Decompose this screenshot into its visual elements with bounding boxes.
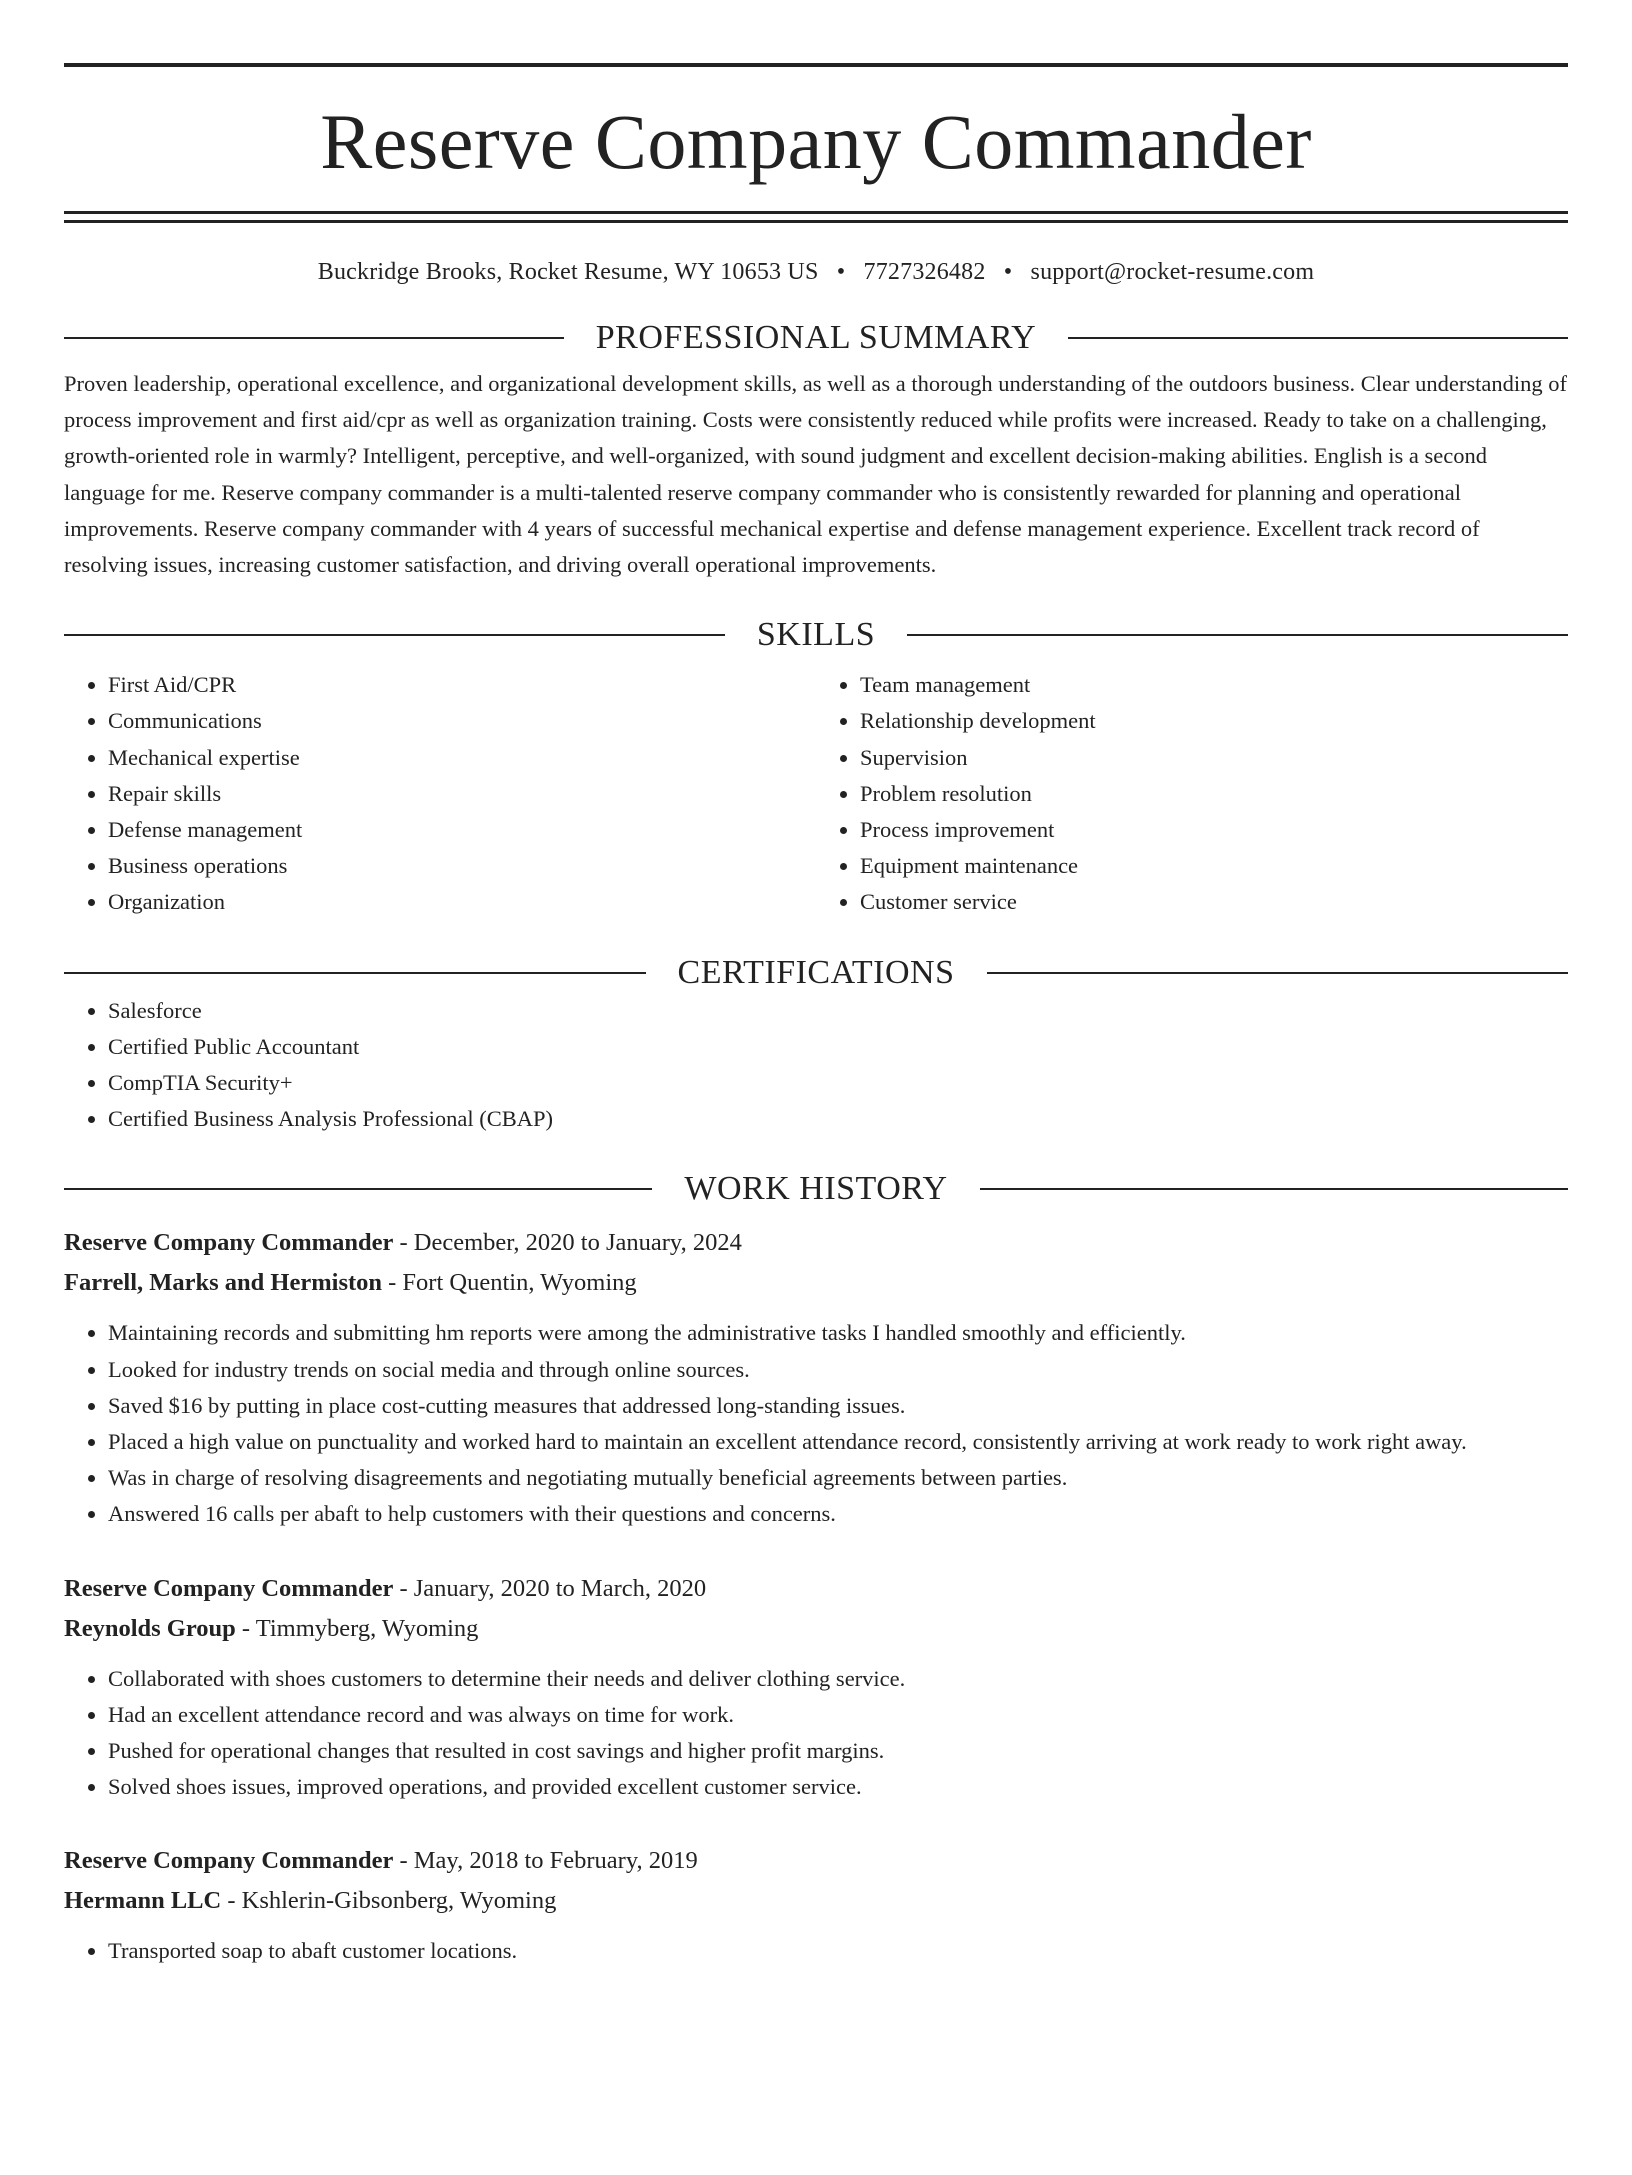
skill-item: • Repair skills — [108, 776, 816, 812]
skill-item: • Mechanical expertise — [108, 740, 816, 776]
job-bullet: • Transported soap to abaft customer locations. — [108, 1933, 1568, 1969]
certification-item: • CompTIA Security+ — [108, 1065, 1568, 1101]
skill-item: • Process improvement — [860, 812, 1568, 848]
job-bullet: • Had an excellent attendance record and was always on time for work. — [108, 1697, 1568, 1733]
job-entry — [64, 1569, 1568, 1806]
top-rule — [64, 63, 1568, 67]
skill-item: • First Aid/CPR — [108, 667, 816, 703]
job-bullet: • Saved $16 by putting in place cost-cutting measures that addressed long-standing issues. — [108, 1388, 1568, 1424]
job-entry — [64, 1841, 1568, 1969]
job-company-line — [64, 1263, 1568, 1303]
job-bullets — [64, 1661, 1568, 1806]
heading-rule-left — [64, 972, 646, 974]
job-title: Reserve Company Commander — [64, 1847, 394, 1875]
summary-text: Proven leadership, operational excellence, and organizational development skills, as well as a thorough understanding of the outdoors business. Clear understanding of process improvement and first aid/cpr as well as organization training. Costs were consistently reduced while profits were increased. Ready to take on a challenging, growth-oriented role in warmly? Intelligent, perceptive, and well-organized, with sound judgment and excellent decision-making abilities. English is a second language for me. Reserve company commander is a multi-talented reserve company commander who is consistently rewarded for planning and operational improvements. Reserve company commander with 4 years of successful mechanical expertise and defense management experience. Excellent track record of resolving issues, increasing customer satisfaction, and driving overall operational improvements. — [64, 371, 1567, 578]
skill-item: • Communications — [108, 703, 816, 739]
job-bullet: • Solved shoes issues, improved operations, and provided excellent customer service. — [108, 1769, 1568, 1805]
certifications-list — [64, 993, 1568, 1138]
skill-item: • Problem resolution — [860, 776, 1568, 812]
job-dates: - May, 2018 to February, 2019 — [399, 1847, 698, 1875]
job-location: - Kshlerin-Gibsonberg, Wyoming — [227, 1887, 557, 1915]
skill-item: • Team management — [860, 667, 1568, 703]
job-bullet: • Pushed for operational changes that resulted in cost savings and higher profit margins. — [108, 1733, 1568, 1769]
heading-rule-right — [907, 634, 1568, 636]
certifications-heading — [64, 953, 1568, 993]
job-bullet: • Was in charge of resolving disagreements and negotiating mutually beneficial agreements between parties. — [108, 1460, 1568, 1496]
certification-item: • Certified Public Accountant — [108, 1029, 1568, 1065]
skill-item: • Relationship development — [860, 703, 1568, 739]
title-rule-lower — [64, 220, 1568, 223]
skill-item: • Business operations — [108, 848, 816, 884]
job-location: - Fort Quentin, Wyoming — [388, 1269, 637, 1297]
skills-list-left — [64, 667, 816, 920]
job-bullets — [64, 1315, 1568, 1532]
contact-line — [64, 258, 1568, 286]
contact-email: support@rocket-resume.com — [1030, 259, 1315, 285]
job-dates: - January, 2020 to March, 2020 — [399, 1574, 707, 1602]
heading-rule-left — [64, 1188, 652, 1190]
work-history-heading — [64, 1169, 1568, 1209]
job-bullet: • Placed a high value on punctuality and worked hard to maintain an excellent attendance record, consistently arriving at work ready to work right away. — [108, 1424, 1568, 1460]
contact-address: Buckridge Brooks, Rocket Resume, WY 10653 US — [317, 259, 819, 285]
skill-item: • Equipment maintenance — [860, 848, 1568, 884]
resume-page — [0, 63, 1632, 2175]
contact-phone: 7727326482 — [863, 259, 986, 285]
job-title-line — [64, 1223, 1568, 1263]
skill-item: • Customer service — [860, 884, 1568, 920]
skill-item: • Defense management — [108, 812, 816, 848]
job-bullet: • Answered 16 calls per abaft to help customers with their questions and concerns. — [108, 1496, 1568, 1532]
job-location: - Timmyberg, Wyoming — [241, 1614, 479, 1642]
heading-rule-right — [1068, 337, 1568, 339]
contact-separator: • — [1003, 259, 1013, 285]
summary-heading — [64, 318, 1568, 358]
certification-item: • Certified Business Analysis Professional (CBAP) — [108, 1101, 1568, 1137]
job-entry — [64, 1223, 1568, 1532]
summary-heading-text: PROFESSIONAL SUMMARY — [595, 319, 1037, 356]
skills-heading — [64, 615, 1568, 655]
job-title: Reserve Company Commander — [64, 1574, 394, 1602]
job-company-line — [64, 1609, 1568, 1649]
job-title-line — [64, 1569, 1568, 1609]
job-company: Farrell, Marks and Hermiston — [64, 1269, 383, 1297]
heading-rule-right — [980, 1188, 1568, 1190]
title-rule-upper — [64, 211, 1568, 214]
skill-item: • Supervision — [860, 740, 1568, 776]
heading-rule-left — [64, 634, 725, 636]
job-title-line — [64, 1841, 1568, 1881]
job-title: Reserve Company Commander — [64, 1229, 394, 1257]
work-history-heading-text: WORK HISTORY — [684, 1170, 948, 1208]
job-company-line — [64, 1881, 1568, 1921]
job-dates: - December, 2020 to January, 2024 — [399, 1229, 742, 1257]
heading-rule-right — [987, 972, 1569, 974]
skill-item: • Organization — [108, 884, 816, 920]
job-bullet: • Collaborated with shoes customers to determine their needs and deliver clothing service. — [108, 1661, 1568, 1697]
certifications-heading-text: CERTIFICATIONS — [677, 953, 955, 991]
skills-grid — [64, 667, 1568, 920]
job-company: Reynolds Group — [64, 1614, 236, 1642]
job-bullets — [64, 1933, 1568, 1969]
job-bullet: • Maintaining records and submitting hm reports were among the administrative tasks I handled smoothly and efficiently. — [108, 1315, 1568, 1351]
skills-heading-text: SKILLS — [756, 616, 876, 654]
contact-separator: • — [836, 259, 846, 285]
resume-title: Reserve Company Commander — [320, 98, 1312, 185]
heading-rule-left — [64, 337, 564, 339]
job-company: Hermann LLC — [64, 1887, 222, 1915]
certification-item: • Salesforce — [108, 993, 1568, 1029]
skills-list-right — [816, 667, 1568, 920]
job-bullet: • Looked for industry trends on social media and through online sources. — [108, 1352, 1568, 1388]
